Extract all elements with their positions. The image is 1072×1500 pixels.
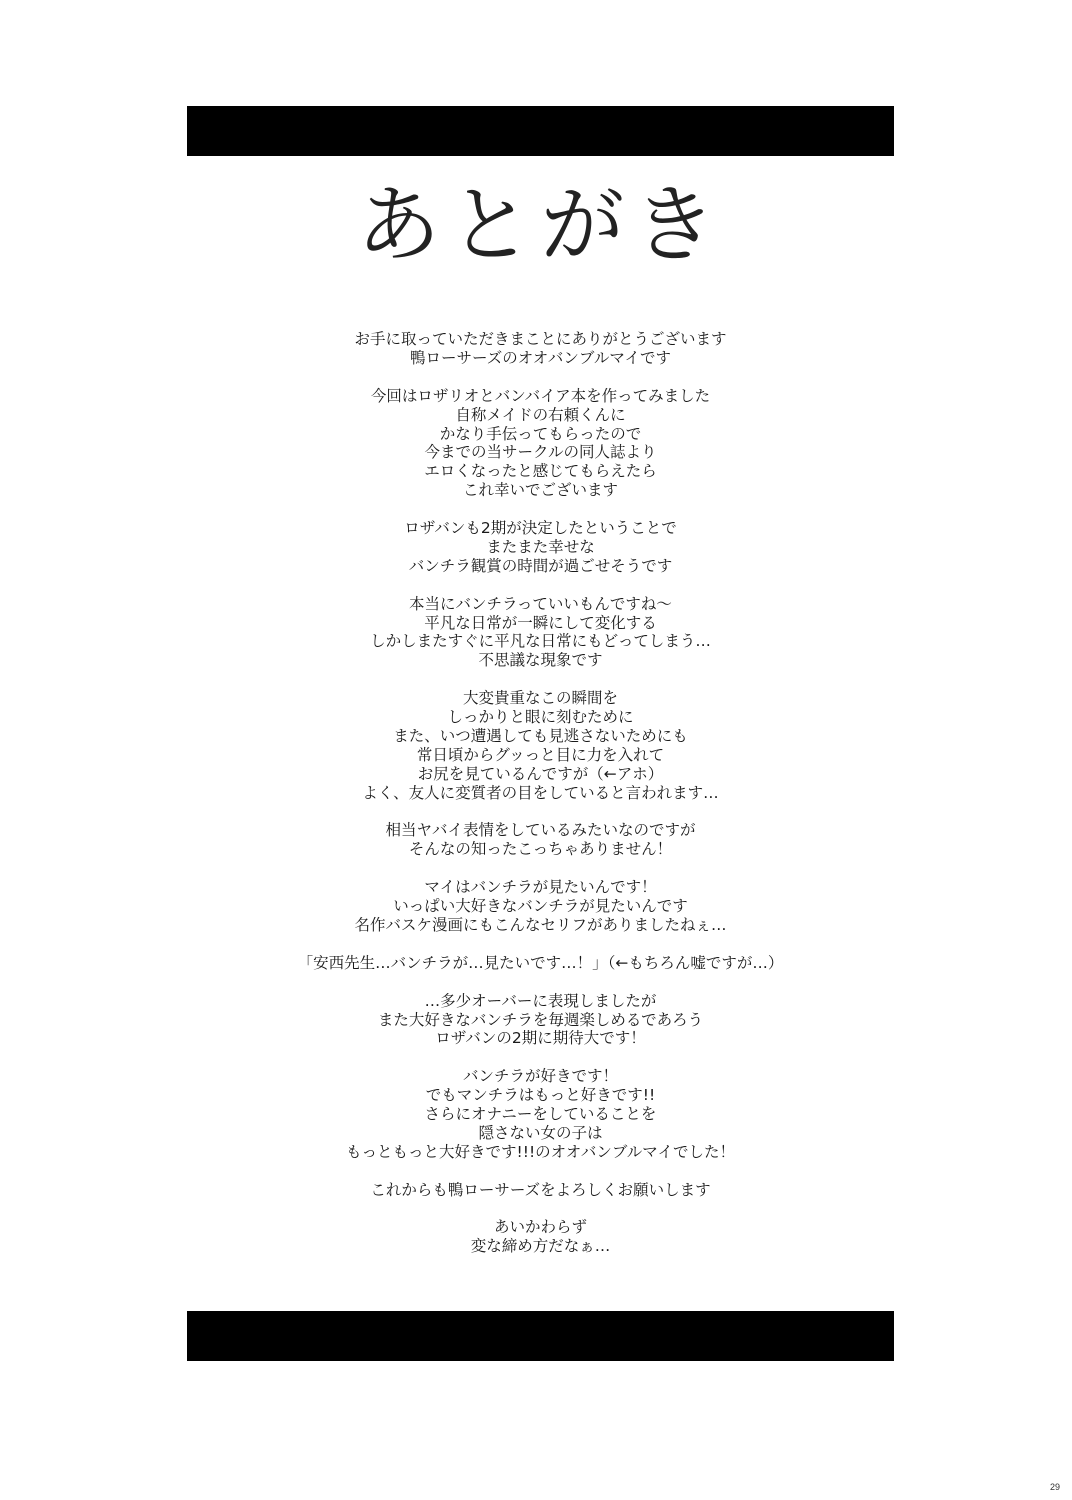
text-line: ロザバンも2期が決定したということで xyxy=(404,519,677,538)
afterword-paragraph xyxy=(187,992,894,1049)
afterword-paragraph xyxy=(187,954,894,973)
text-line: 自称メイドの右頼くんに xyxy=(455,405,626,424)
text-line: 常日頃からグッっと目に力を入れて xyxy=(416,745,665,764)
text-line: お尻を見ているんですが（←アホ） xyxy=(417,764,664,783)
text-line: マイはバンチラが見たいんです！ xyxy=(424,878,657,897)
text-line: エロくなったと感じてもらえたら xyxy=(424,462,657,481)
afterword-paragraph xyxy=(187,1218,894,1256)
text-line: 相当ヤバイ表情をしているみたいなのですが xyxy=(385,821,696,840)
text-line: ロザバンの2期に期待大です！ xyxy=(435,1029,646,1048)
text-line: また、いつ遭遇しても見逃さないためにも xyxy=(393,726,688,745)
afterword-body xyxy=(187,330,894,1275)
afterword-paragraph xyxy=(187,387,894,500)
text-line: お手に取っていただきまことにありがとうございます xyxy=(354,330,727,348)
text-line: よく、友人に変質者の目をしていると言われます… xyxy=(362,783,719,802)
text-line: あいかわらず xyxy=(493,1218,587,1237)
text-line: これ幸いでございます xyxy=(462,481,618,500)
text-line: 名作バスケ漫画にもこんなセリフがありましたねぇ… xyxy=(354,916,727,934)
afterword-paragraph xyxy=(187,330,894,368)
page-title: あとがき xyxy=(356,176,725,274)
text-line: 今回はロザリオとバンバイア本を作ってみました xyxy=(370,386,711,405)
top-black-bar xyxy=(187,106,894,156)
text-line: 平凡な日常が一瞬にして変化する xyxy=(424,613,657,632)
afterword-paragraph xyxy=(187,595,894,671)
text-line: さらにオナニーをしていることを xyxy=(424,1105,657,1124)
text-line: バンチラ観賞の時間が過ごせそうです xyxy=(408,556,673,575)
text-line: 隠さない女の子は xyxy=(478,1123,603,1142)
text-line: 不思議な現象です xyxy=(478,651,603,670)
text-line: 今までの当サークルの同人誌より xyxy=(424,443,657,462)
text-line: 変な締め方だなぁ… xyxy=(470,1237,611,1256)
bottom-black-bar xyxy=(187,1311,894,1361)
text-line: でもマンチラはもっと好きです!! xyxy=(425,1086,656,1105)
page-number: 29 xyxy=(1049,1482,1060,1492)
text-line: もっともっと大好きです!!!のオオバンブルマイでした！ xyxy=(346,1142,735,1161)
text-line: 「安西先生…バンチラが…見たいです…！」（←もちろん嘘ですが…） xyxy=(297,953,784,972)
afterword-paragraph xyxy=(187,821,894,859)
text-line: これからも鴨ローサーズをよろしくお願いします xyxy=(370,1180,711,1199)
afterword-paragraph xyxy=(187,1067,894,1162)
text-line: しかしまたすぐに平凡な日常にもどってしまう… xyxy=(370,632,711,651)
text-line: 大変貴重なこの瞬間を xyxy=(462,689,618,708)
text-line: しっかりと眼に刻むために xyxy=(447,708,634,727)
text-line: 鴨ローサーズのオオバンブルマイです xyxy=(409,348,672,367)
afterword-paragraph xyxy=(187,519,894,576)
text-line: バンチラが好きです！ xyxy=(462,1067,618,1086)
text-line: そんなの知ったこっちゃありません！ xyxy=(408,840,673,859)
text-line: いっぱい大好きなバンチラが見たいんです xyxy=(393,897,688,916)
afterword-paragraph xyxy=(187,689,894,802)
text-line: 本当にバンチラっていいもんですね～ xyxy=(409,594,672,613)
afterword-paragraph xyxy=(187,878,894,935)
text-line: また大好きなバンチラを毎週楽しめるであろう xyxy=(377,1010,704,1029)
text-line: かなり手伝ってもらったので xyxy=(439,424,642,443)
text-line: …多少オーバーに表現しましたが xyxy=(424,991,657,1010)
text-line: またまた幸せな xyxy=(486,537,595,556)
afterword-paragraph xyxy=(187,1181,894,1200)
